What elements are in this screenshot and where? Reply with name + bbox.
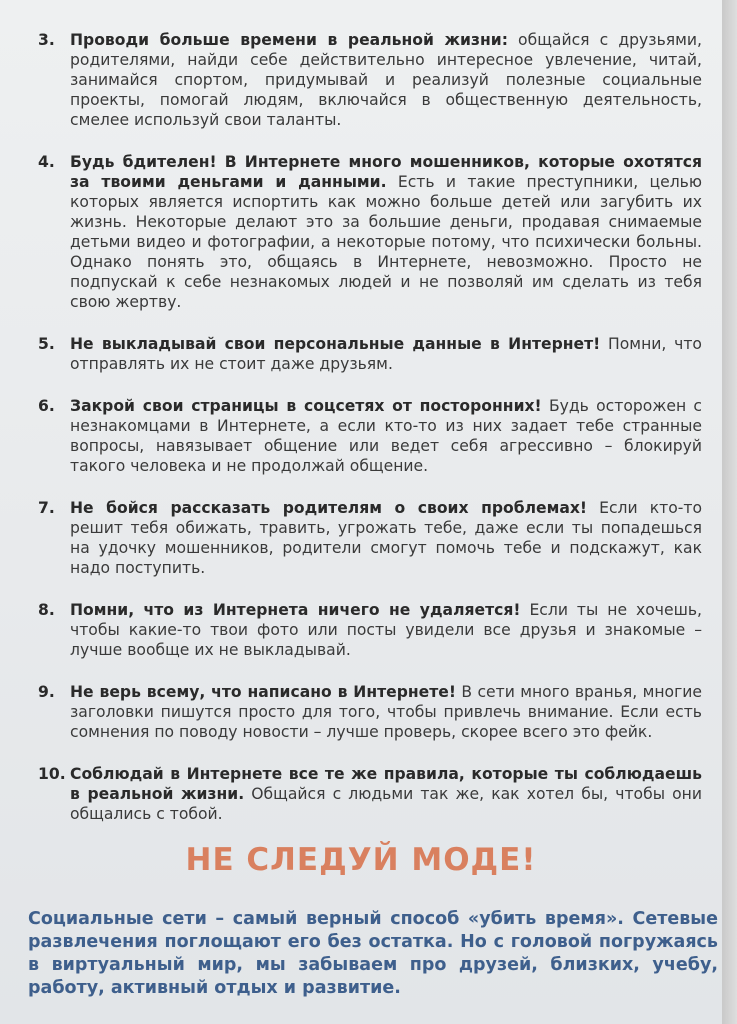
- section-headline: НЕ СЛЕДУЙ МОДЕ!: [185, 842, 537, 878]
- rule-text: Будь осторожен с незнакомцами в Интернете, а если кто-то из них задает тебе странные вопросы, навязывает общение или ведет себя агрессивно – блокируй такого человека и не продолжай общение.: [70, 397, 703, 475]
- rule-heading: Будь бдителен! В Интернете много мошенников, которые охотятся за твоими деньгами и данными.: [70, 153, 702, 191]
- rule-text: общайся с друзьями, родителями, найди себе действительно интересное увлечение, читай, занимайся спортом, придумывай и реализуй полезные социальные проекты, помогай людям, включайся в общественную деятельность, смелее используй свои таланты.: [70, 31, 703, 129]
- rule-item-9: [38, 682, 702, 742]
- rule-heading: Не выкладывай свои персональные данные в Интернет!: [70, 335, 601, 353]
- rule-number: 9.: [38, 683, 55, 701]
- rule-heading: Не бойся рассказать родителям о своих проблемах!: [70, 499, 588, 517]
- rule-text: В сети много вранья, многие заголовки пишутся просто для того, чтобы привлечь внимание. Если есть сомнения по поводу новости – лучше проверь, скорее всего это фейк.: [70, 683, 702, 741]
- rule-heading: Соблюдай в Интернете все те же правила, которые ты соблюдаешь в реальной жизни.: [70, 765, 702, 803]
- rule-text: Помни, что отправлять их не стоит даже друзьям.: [70, 335, 702, 373]
- rule-number: 10.: [38, 765, 66, 783]
- rule-item-6: [38, 396, 702, 476]
- rule-number: 8.: [38, 601, 55, 619]
- rule-number: 6.: [38, 397, 55, 415]
- page-edge: [722, 0, 737, 1024]
- rule-text: Общайся с людьми так же, как хотел бы, чтобы они общались с тобой.: [70, 785, 702, 823]
- rule-heading: Не верь всему, что написано в Интернете!: [70, 683, 456, 701]
- rule-item-7: [38, 498, 702, 578]
- rule-heading: Закрой свои страницы в соцсетях от посторонних!: [70, 397, 542, 415]
- rule-heading: Проводи больше времени в реальной жизни:: [70, 31, 508, 49]
- rule-number: 3.: [38, 31, 55, 49]
- rule-item-4: [38, 152, 702, 312]
- rule-text: Есть и такие преступники, целью которых является испортить как можно больше детей или загубить их жизнь. Некоторые делают это за большие деньги, продавая снимаемые детьми видео и фотографии, а некоторые потому, что психически больны. Однако понять это, общаясь в Интернете, невозможно. Просто не подпускай к себе незнакомых людей и не позволяй им сделать из тебя свою жертву.: [70, 173, 702, 311]
- rule-number: 4.: [38, 153, 55, 171]
- rule-item-3: [38, 30, 702, 130]
- rule-number: 7.: [38, 499, 55, 517]
- rule-item-8: [38, 600, 702, 660]
- rule-item-5: [38, 334, 702, 374]
- rule-item-10: [38, 764, 702, 824]
- rule-heading: Помни, что из Интернета ничего не удаляется!: [70, 601, 521, 619]
- closing-paragraph: Социальные сети – самый верный способ «убить время». Сетевые развлечения поглощают его без остатка. Но с головой погружаясь в виртуальный мир, мы забываем про друзей, близких, учебу, работу, активный отдых и развитие.: [28, 909, 718, 998]
- rule-text: Если ты не хочешь, чтобы какие-то твои фото или посты увидели все друзья и знакомые – лучше вообще их не выкладывай.: [70, 601, 702, 659]
- rule-number: 5.: [38, 335, 55, 353]
- rules-list: [38, 30, 702, 846]
- rule-text: Если кто-то решит тебя обижать, травить, угрожать тебе, даже если ты попадешься на удочку мошенников, родители смогут помочь тебе и подскажут, как надо поступить.: [70, 499, 702, 577]
